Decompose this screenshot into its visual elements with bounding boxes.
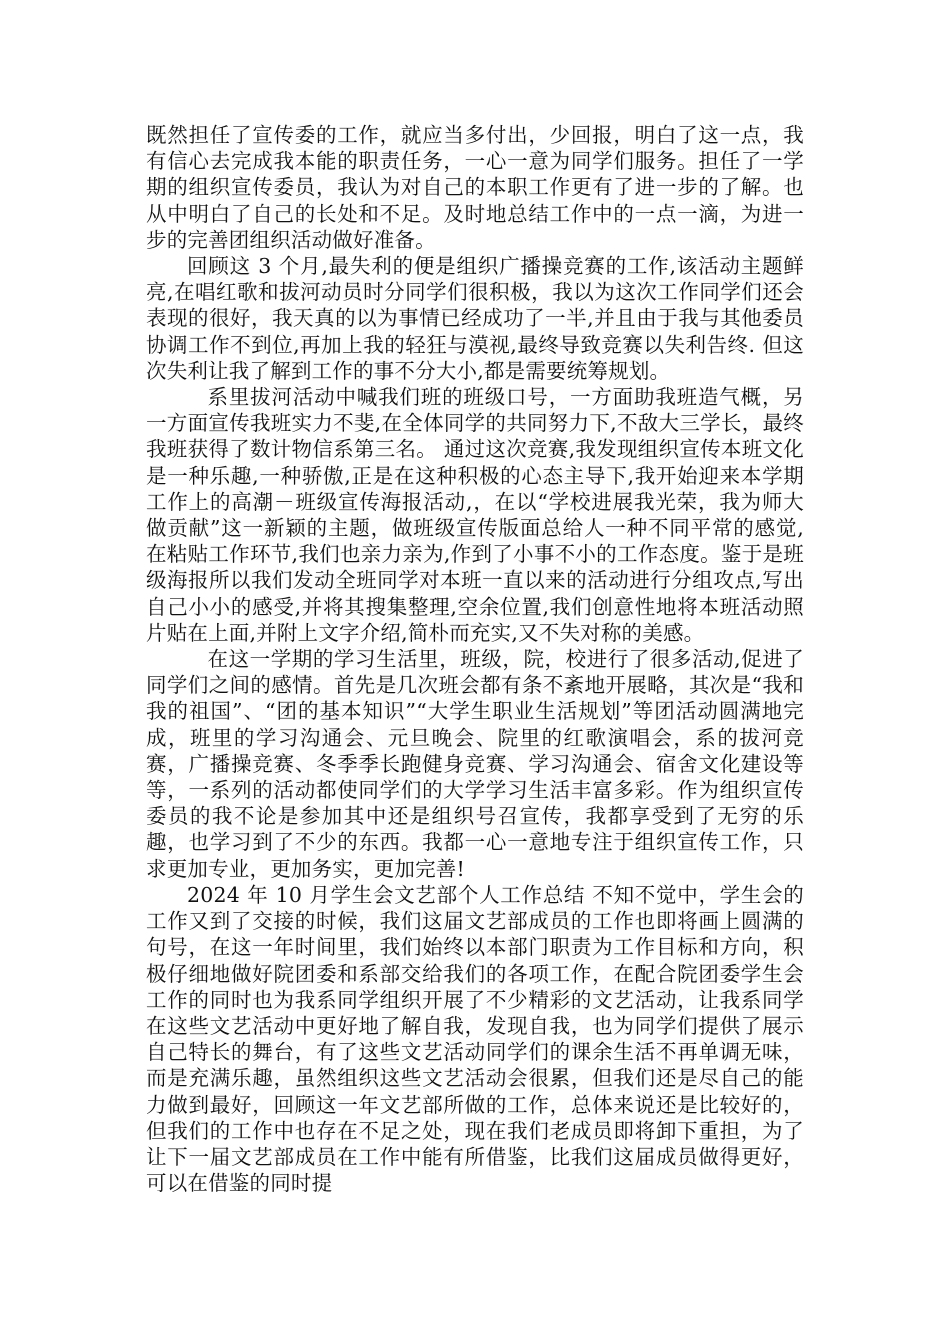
- paragraph-5: 2024 年 10 月学生会文艺部个人工作总结 不知不觉中，学生会的工作又到了交接的时候，我们这届文艺部成员的工作也即将画上圆满的句号，在这一年时间里，我们始终以本部门职责为工作目标和方向，积极仔细地做好院团委和系部交给我们的各项工作，在配合院团委学生会工作的同时也为我系同学组织开展了不少精彩的文艺活动，让我系同学在这些文艺活动中更好地了解自我，发现自我，也为同学们提供了展示自己特长的舞台，有了这些文艺活动同学们的课余生活不再单调无味，而是充满乐趣，虽然组织这些文艺活动会很累，但我们还是尽自己的能力做到最好，回顾这一年文艺部所做的工作，总体来说还是比较好的，但我们的工作中也存在不足之处，现在我们老成员即将卸下重担，为了让下一届文艺部成员在工作中能有所借鉴，比我们这届成员做得更好，可以在借鉴的同时提: [146, 882, 804, 1196]
- paragraph-1: 既然担任了宣传委的工作，就应当多付出，少回报，明白了这一点，我有信心去完成我本能的职责任务，一心一意为同学们服务。担任了一学期的组织宣传委员，我认为对自己的本职工作更有了进一步的了解。也从中明白了自己的长处和不足。及时地总结工作中的一点一滴，为进一步的完善团组织活动做好准备。: [146, 123, 804, 252]
- paragraph-3: 系里拔河活动中喊我们班的班级口号，一方面助我班造气概，另一方面宣传我班实力不斐,在全体同学的共同努力下,不敌大三学长，最终我班获得了数计物信系第三名。 通过这次竞赛,我发现组织宣传本班文化是一种乐趣,一种骄傲,正是在这种积极的心态主导下,我开始迎来本学期工作上的高潮－班级宣传海报活动,，在以“学校进展我光荣，我为师大做贡献”这一新颖的主题，做班级宣传版面总给人一种不同平常的感觉,在粘贴工作环节,我们也亲力亲为,作到了小事不小的工作态度。鉴于是班级海报所以我们发动全班同学对本班一直以来的活动进行分组攻点,写出自己小小的感受,并将其搜集整理,空余位置,我们创意性地将本班活动照片贴在上面,并附上文字介绍,简朴而充实,又不失对称的美感。: [146, 385, 804, 645]
- paragraph-2: 回顾这 3 个月,最失利的便是组织广播操竞赛的工作,该活动主题鲜亮,在唱红歌和拔河动员时分同学们很积极，我以为这次工作同学们还会表现的很好，我天真的以为事情已经成功了一半,并且由于我与其他委员协调工作不到位,再加上我的轻狂与漠视,最终导致竞赛以失利告终. 但这次失利让我了解到工作的事不分大小,都是需要统筹规划。: [146, 254, 804, 383]
- document-body: [146, 122, 804, 1196]
- paragraph-4: 在这一学期的学习生活里，班级，院，校进行了很多活动,促进了同学们之间的感情。首先是几次班会都有条不紊地开展略，其次是“我和我的祖国”、“团的基本知识”“大学生职业生活规划”等团活动圆满地完成，班里的学习沟通会、元旦晚会、院里的红歌演唱会，系的拔河竞赛，广播操竞赛、冬季季长跑健身竞赛、学习沟通会、宿舍文化建设等等，一系列的活动都使同学们的大学学习生活丰富多彩。作为组织宣传委员的我不论是参加其中还是组织号召宣传，我都享受到了无穷的乐趣，也学习到了不少的东西。我都一心一意地专注于组织宣传工作，只求更加专业，更加务实，更加完善!: [146, 647, 804, 881]
